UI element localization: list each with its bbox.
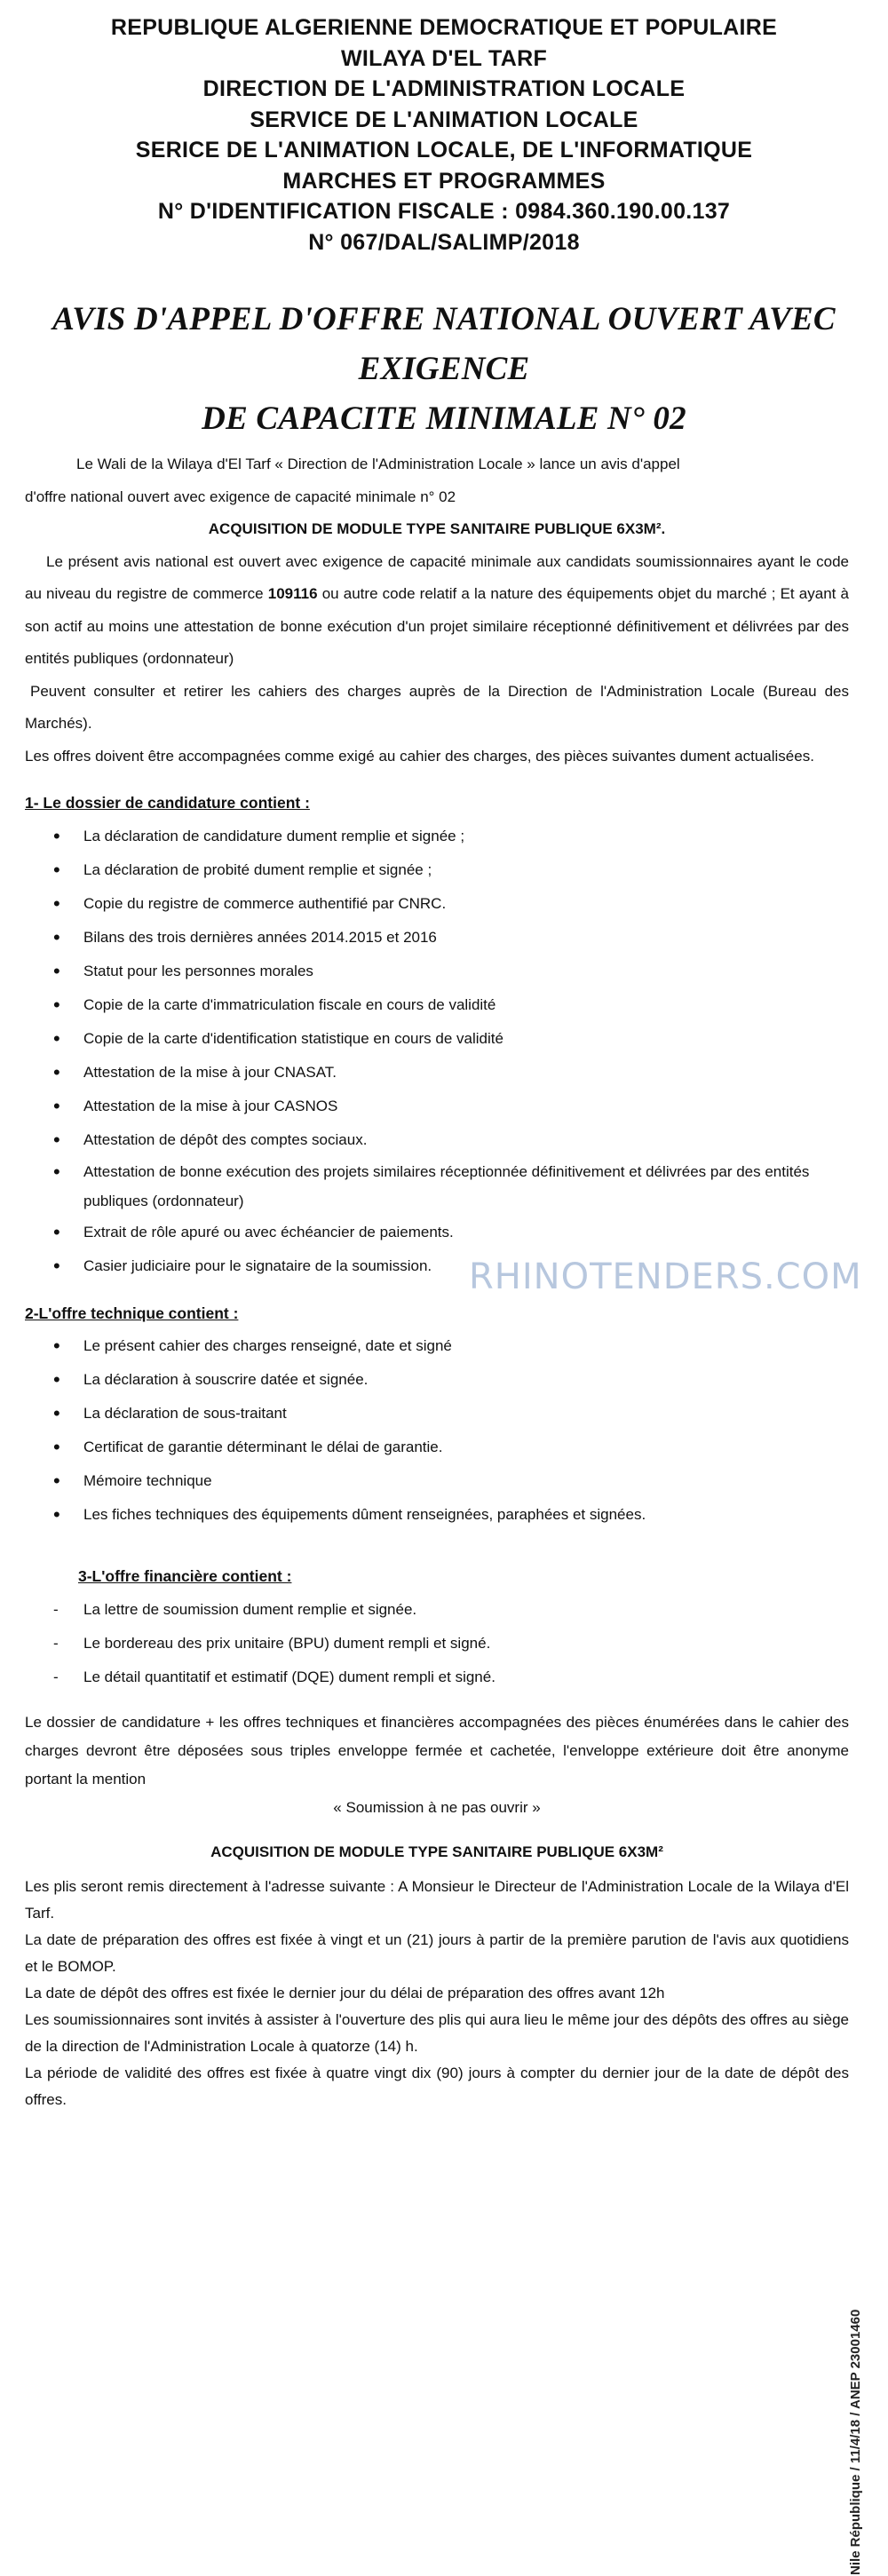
closing-opening: Les soumissionnaires sont invités à assister à l'ouverture des plis qui aura lieu le même jour des dépôts des offres au siège de la direction de l'Administration Locale à quatorze (14) h. <box>25 2011 849 2055</box>
closing-validity: La période de validité des offres est fixée à quatre vingt dix (90) jours à compter du dernier jour de la date de dépôt des offres. <box>25 2065 849 2108</box>
list-item: - Le bordereau des prix unitaire (BPU) dument rempli et signé. <box>53 1627 849 1661</box>
notice-title-line1: AVIS D'APPEL D'OFFRE NATIONAL OUVERT AVEC EXIGENCE <box>52 301 836 387</box>
notice-title-line2: DE CAPACITE MINIMALE N° 02 <box>202 400 686 437</box>
eligibility-text-start: Le présent avis national est ouvert avec exigence de capacité minimale aux candidats soumissionnaires ayant le code au niveau du registre de commerce <box>25 552 849 602</box>
list-item: • Attestation de la mise à jour CNASAT. <box>53 1056 849 1090</box>
closing-paragraphs <box>25 1874 849 2113</box>
document-header <box>0 0 888 258</box>
list-item: • La déclaration à souscrire datée et signée. <box>53 1363 849 1397</box>
watermark-text: RHINOTENDERS.COM <box>469 1256 862 1297</box>
list-item: • Les fiches techniques des équipements dûment renseignées, paraphées et signées. <box>53 1498 849 1532</box>
header-fiscal-id: N° D'IDENTIFICATION FISCALE : 0984.360.190.00.137 <box>157 199 731 224</box>
list-item: • Attestation de la mise à jour CASNOS <box>53 1090 849 1123</box>
notice-title <box>0 295 888 444</box>
list-item: • Attestation de dépôt des comptes sociaux. <box>53 1123 849 1157</box>
list-item: • Le présent cahier des charges renseigné, date et signé <box>53 1329 849 1363</box>
list-item: • Copie du registre de commerce authentifié par CNRC. <box>53 887 849 921</box>
mention-text: « Soumission à ne pas ouvrir » <box>333 1798 541 1816</box>
list-item: • Copie de la carte d'identification statistique en cours de validité <box>53 1022 849 1056</box>
header-reference: N° 067/DAL/SALIMP/2018 <box>308 229 580 255</box>
header-marches: MARCHES ET PROGRAMMES <box>282 168 606 194</box>
list-item: • Bilans des trois dernières années 2014.2015 et 2016 <box>53 921 849 955</box>
section1-list <box>25 820 849 1283</box>
closing-preparation: La date de préparation des offres est fixée à vingt et un (21) jours à partir de la première parution de l'avis aux quotidiens et le BOMOP. <box>25 1931 849 1975</box>
section3-list <box>25 1593 849 1694</box>
list-item: • Extrait de rôle apuré ou avec échéancier de paiements. <box>53 1216 849 1249</box>
list-item: • Attestation de bonne exécution des projets similaires réceptionnée définitivement et délivrées par des entités publiques (ordonnateur) <box>53 1157 849 1216</box>
header-wilaya: WILAYA D'EL TARF <box>340 45 548 71</box>
list-item: • La déclaration de candidature dument remplie et signée ; <box>53 820 849 853</box>
paragraph-documents: Les offres doivent être accompagnées comme exigé au cahier des charges, des pièces suivantes dument actualisées. <box>25 747 814 765</box>
intro-line1: Le Wali de la Wilaya d'El Tarf « Direction de l'Administration Locale » lance un avis d'appel <box>76 456 680 472</box>
paragraph-eligibility <box>25 546 849 676</box>
section3-heading: 3-L'offre financière contient : <box>78 1567 292 1585</box>
subject-heading-2: ACQUISITION DE MODULE TYPE SANITAIRE PUBLIQUE 6X3M² <box>210 1843 663 1860</box>
eligibility-text-end: ou autre code relatif a la nature des équipements objet du marché ; Et ayant à son actif au moins une attestation de bonne exécution d'un projet similaire réceptionné définitivement et délivrées par des entités publiques (ordonnateur) <box>25 585 849 667</box>
paragraph-consult: Peuvent consulter et retirer les cahiers des charges auprès de la Direction de l'Administration Locale (Bureau des Marchés). <box>25 682 849 732</box>
list-item: • Copie de la carte d'immatriculation fiscale en cours de validité <box>53 988 849 1022</box>
section1-heading: 1- Le dossier de candidature contient : <box>25 794 310 812</box>
list-item: • Mémoire technique <box>53 1464 849 1498</box>
section2-list <box>25 1329 849 1532</box>
list-item: • Certificat de garantie déterminant le délai de garantie. <box>53 1431 849 1464</box>
list-item: - La lettre de soumission dument remplie et signée. <box>53 1593 849 1627</box>
header-service: SERVICE DE L'ANIMATION LOCALE <box>250 107 638 132</box>
list-item: • La déclaration de sous-traitant <box>53 1397 849 1431</box>
paragraph-submission: Le dossier de candidature + les offres techniques et financières accompagnées des pièces énumérées dans le cahier des charges devront être déposées sous triples enveloppe fermée et cachetée, l'enveloppe extérieure doit être anonyme portant la mention <box>25 1713 849 1787</box>
section2-heading: 2-L'offre technique contient : <box>25 1304 239 1322</box>
side-publication-note: Nile République / 11/4/18 / ANEP 23001460 <box>848 2309 863 2575</box>
intro-line2: d'offre national ouvert avec exigence de capacité minimale n° 02 <box>25 487 456 505</box>
subject-heading: ACQUISITION DE MODULE TYPE SANITAIRE PUBLIQUE 6X3M². <box>208 520 666 537</box>
list-item: • La déclaration de probité dument remplie et signée ; <box>53 853 849 887</box>
header-service-informatique: SERICE DE L'ANIMATION LOCALE, DE L'INFORMATIQUE <box>135 138 753 162</box>
header-republic: REPUBLIQUE ALGERIENNE DEMOCRATIQUE ET POPULAIRE <box>110 15 778 40</box>
commerce-code: 109116 <box>267 585 318 602</box>
closing-address: Les plis seront remis directement à l'adresse suivante : A Monsieur le Directeur de l'Administration Locale de la Wilaya d'El Tarf. <box>25 1878 849 1922</box>
list-item: • Statut pour les personnes morales <box>53 955 849 988</box>
closing-deposit: La date de dépôt des offres est fixée le dernier jour du délai de préparation des offres avant 12h <box>25 1985 665 2001</box>
list-item: - Le détail quantitatif et estimatif (DQE) dument rempli et signé. <box>53 1661 849 1694</box>
list-item: • Casier judiciaire pour le signataire de la soumission. <box>53 1249 849 1283</box>
header-direction: DIRECTION DE L'ADMINISTRATION LOCALE <box>202 76 686 101</box>
